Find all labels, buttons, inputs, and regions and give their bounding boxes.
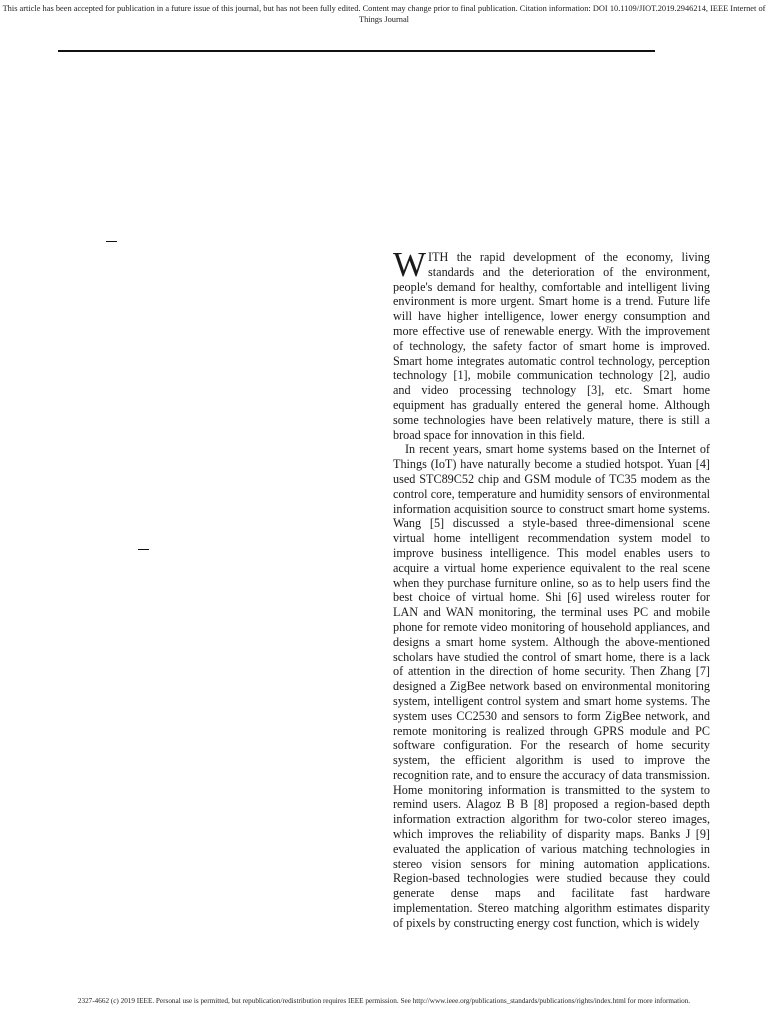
copyright-footer: 2327-4662 (c) 2019 IEEE. Personal use is permitted, but republication/redistribution requires IEEE permission. See http://www.ieee.org/publications_standards/publications/rights/index.html for more information. [77, 997, 691, 1005]
header-rule [58, 50, 655, 52]
dash-mark [106, 241, 117, 242]
intro-paragraph-1-text: ITH the rapid development of the economy, living standards and the deterioration of the environment, people's demand for healthy, comfortable and intelligent living environment is more urgent. Smart home is a trend. Future life will have higher intelligence, lower energy consumption and more effective use of renewable energy. With the improvement of technology, the safety factor of smart home is improved. Smart home integrates automatic control technology, perception technology [1], mobile communication technology [2], audio and video processing technology [3], etc. Smart home equipment has gradually entered the general home. Although some technologies have been relatively mature, there is still a broad space for innovation in this field. [393, 250, 710, 442]
acceptance-notice-line2: Things Journal [358, 15, 409, 24]
drop-cap: W [393, 245, 427, 284]
dash-mark [138, 549, 149, 550]
acceptance-notice-line1: This article has been accepted for publication in a future issue of this journal, but has not been fully edited. Content may change prior to final publication. Citation information: DOI 10.1109/JIOT.2019.2946214, IEEE Internet of [2, 4, 766, 13]
introduction-text-column [393, 245, 710, 931]
acceptance-notice [0, 3, 768, 25]
intro-paragraph-2: In recent years, smart home systems based on the Internet of Things (IoT) have naturally become a studied hotspot. Yuan [4] used STC89C52 chip and GSM module of TC35 modem as the control core, temperature and humidity sensors of environmental information acquisition source to construct smart home systems. Wang [5] discussed a style-based three-dimensional scene virtual home intelligent recommendation system model to improve business intelligence. This model enables users to acquire a virtual home experience equivalent to the real scene when they purchase furniture online, so as to help users find the best choice of virtual home. Shi [6] used wireless router for LAN and WAN monitoring, the terminal uses PC and mobile phone for remote video monitoring of household appliances, and designs a smart home system. Although the above-mentioned scholars have studied the control of smart home, there is a lack of attention in the direction of home security. Then Zhang [7] designed a ZigBee network based on environmental monitoring system, intelligent control system and smart home systems. The system uses CC2530 and sensors to form ZigBee network, and remote monitoring is realized through GPRS module and PC software configuration. For the research of home security system, the efficient algorithm is used to improve the recognition rate, and to ensure the accuracy of data transmission. Home monitoring information is transmitted to the system to remind users. Alagoz B B [8] proposed a region-based depth information extraction algorithm for two-color stereo images, which improves the reliability of disparity maps. Banks J [9] evaluated the application of various matching technologies in stereo vision sensors for mining automation applications. Region-based technologies were studied because they could generate dense maps and facilitate fast hardware implementation. Stereo matching algorithm estimates disparity of pixels by constructing energy cost function, which is widely [393, 442, 710, 930]
intro-paragraph-1 [393, 245, 710, 442]
